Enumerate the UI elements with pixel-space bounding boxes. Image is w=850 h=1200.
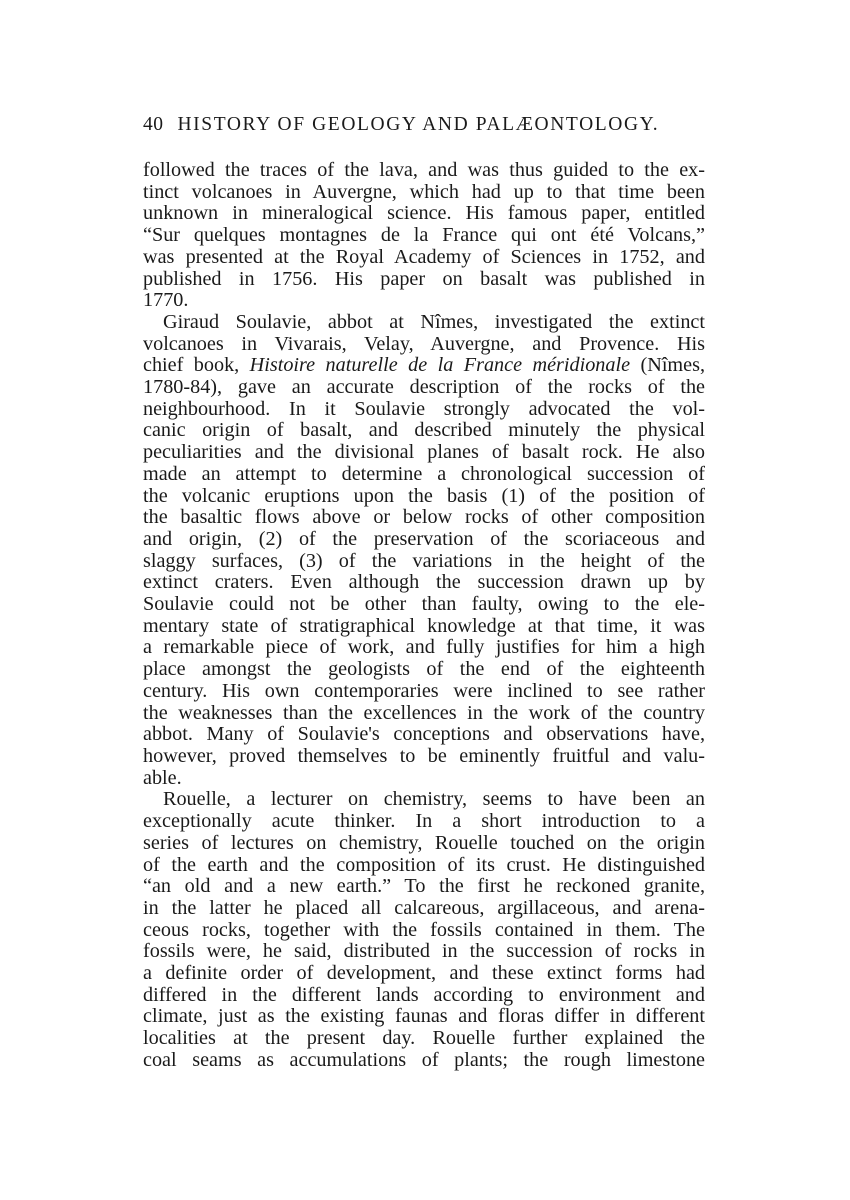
text-line: neighbourhood. In it Soulavie strongly advocated the vol- xyxy=(143,397,705,420)
text-line: the volcanic eruptions upon the basis (1) of the position of xyxy=(143,484,705,507)
running-head xyxy=(143,114,705,136)
text-line: abbot. Many of Soulavie's conceptions and observations have, xyxy=(143,723,705,746)
text-line: localities at the present day. Rouelle further explained the xyxy=(143,1027,705,1050)
text-line: 1770. xyxy=(143,289,189,312)
book-title-italic: Histoire naturelle de la France méridionale xyxy=(249,354,631,377)
text-line: century. His own contemporaries were inclined to see rather xyxy=(143,679,705,702)
text-segment: chief book, xyxy=(143,354,250,377)
text-line: canic origin of basalt, and described minutely the physical xyxy=(143,419,705,442)
text-line: made an attempt to determine a chronological succession of xyxy=(143,462,705,485)
text-line: climate, just as the existing faunas and floras differ in different xyxy=(143,1005,705,1028)
text-line: slaggy surfaces, (3) of the variations in the height of the xyxy=(143,549,705,572)
text-line: series of lectures on chemistry, Rouelle touched on the origin xyxy=(143,831,705,854)
text-line: of the earth and the composition of its crust. He distinguished xyxy=(143,853,705,876)
text-line: “Sur quelques montagnes de la France qui ont été Volcans,” xyxy=(143,224,705,247)
text-line: “an old and a new earth.” To the first he reckoned granite, xyxy=(143,875,705,898)
text-line: coal seams as accumulations of plants; the rough limestone xyxy=(143,1048,705,1071)
book-page xyxy=(143,114,705,1072)
text-line: differed in the different lands according to environment and xyxy=(143,983,705,1006)
text-line: and origin, (2) of the preservation of the scoriaceous and xyxy=(143,527,705,550)
text-line: however, proved themselves to be eminently fruitful and valu- xyxy=(143,744,705,767)
text-line: followed the traces of the lava, and was thus guided to the ex- xyxy=(143,159,705,181)
text-line: was presented at the Royal Academy of Sciences in 1752, and xyxy=(143,245,705,268)
text-line: a remarkable piece of work, and fully justifies for him a high xyxy=(143,636,705,659)
page-number: 40 xyxy=(143,114,164,135)
text-line: tinct volcanoes in Auvergne, which had up to that time been xyxy=(143,180,705,203)
text-line: a definite order of development, and these extinct forms had xyxy=(143,962,705,985)
body-text xyxy=(143,160,705,1072)
text-line: unknown in mineralogical science. His famous paper, entitled xyxy=(143,202,705,225)
text-line: published in 1756. His paper on basalt was published in xyxy=(143,267,705,290)
text-line: the weaknesses than the excellences in the work of the country xyxy=(143,701,705,724)
text-line: peculiarities and the divisional planes of basalt rock. He also xyxy=(143,441,705,464)
text-line: place amongst the geologists of the end of the eighteenth xyxy=(143,658,705,681)
text-line: ceous rocks, together with the fossils contained in them. The xyxy=(143,918,705,941)
text-line: volcanoes in Vivarais, Velay, Auvergne, and Provence. His xyxy=(143,332,705,355)
text-line: the basaltic flows above or below rocks of other composition xyxy=(143,506,705,529)
text-segment: (Nîmes, xyxy=(630,354,705,377)
text-line: 1780-84), gave an accurate description of the rocks of the xyxy=(143,376,705,399)
text-line: fossils were, he said, distributed in the succession of rocks in xyxy=(143,940,705,963)
text-line: exceptionally acute thinker. In a short introduction to a xyxy=(143,810,705,833)
text-line: extinct craters. Even although the succession drawn up by xyxy=(143,571,705,594)
text-line: Soulavie could not be other than faulty, owing to the ele- xyxy=(143,593,705,616)
text-line: Rouelle, a lecturer on chemistry, seems to have been an xyxy=(163,788,705,811)
text-line: mentary state of stratigraphical knowledge at that time, it was xyxy=(143,614,705,637)
text-line: Giraud Soulavie, abbot at Nîmes, investigated the extinct xyxy=(163,310,705,333)
text-line: in the latter he placed all calcareous, argillaceous, and arena- xyxy=(143,896,705,919)
running-title: HISTORY OF GEOLOGY AND PALÆONTOLOGY. xyxy=(177,114,660,135)
text-line: able. xyxy=(143,766,182,789)
text-line xyxy=(143,355,705,377)
